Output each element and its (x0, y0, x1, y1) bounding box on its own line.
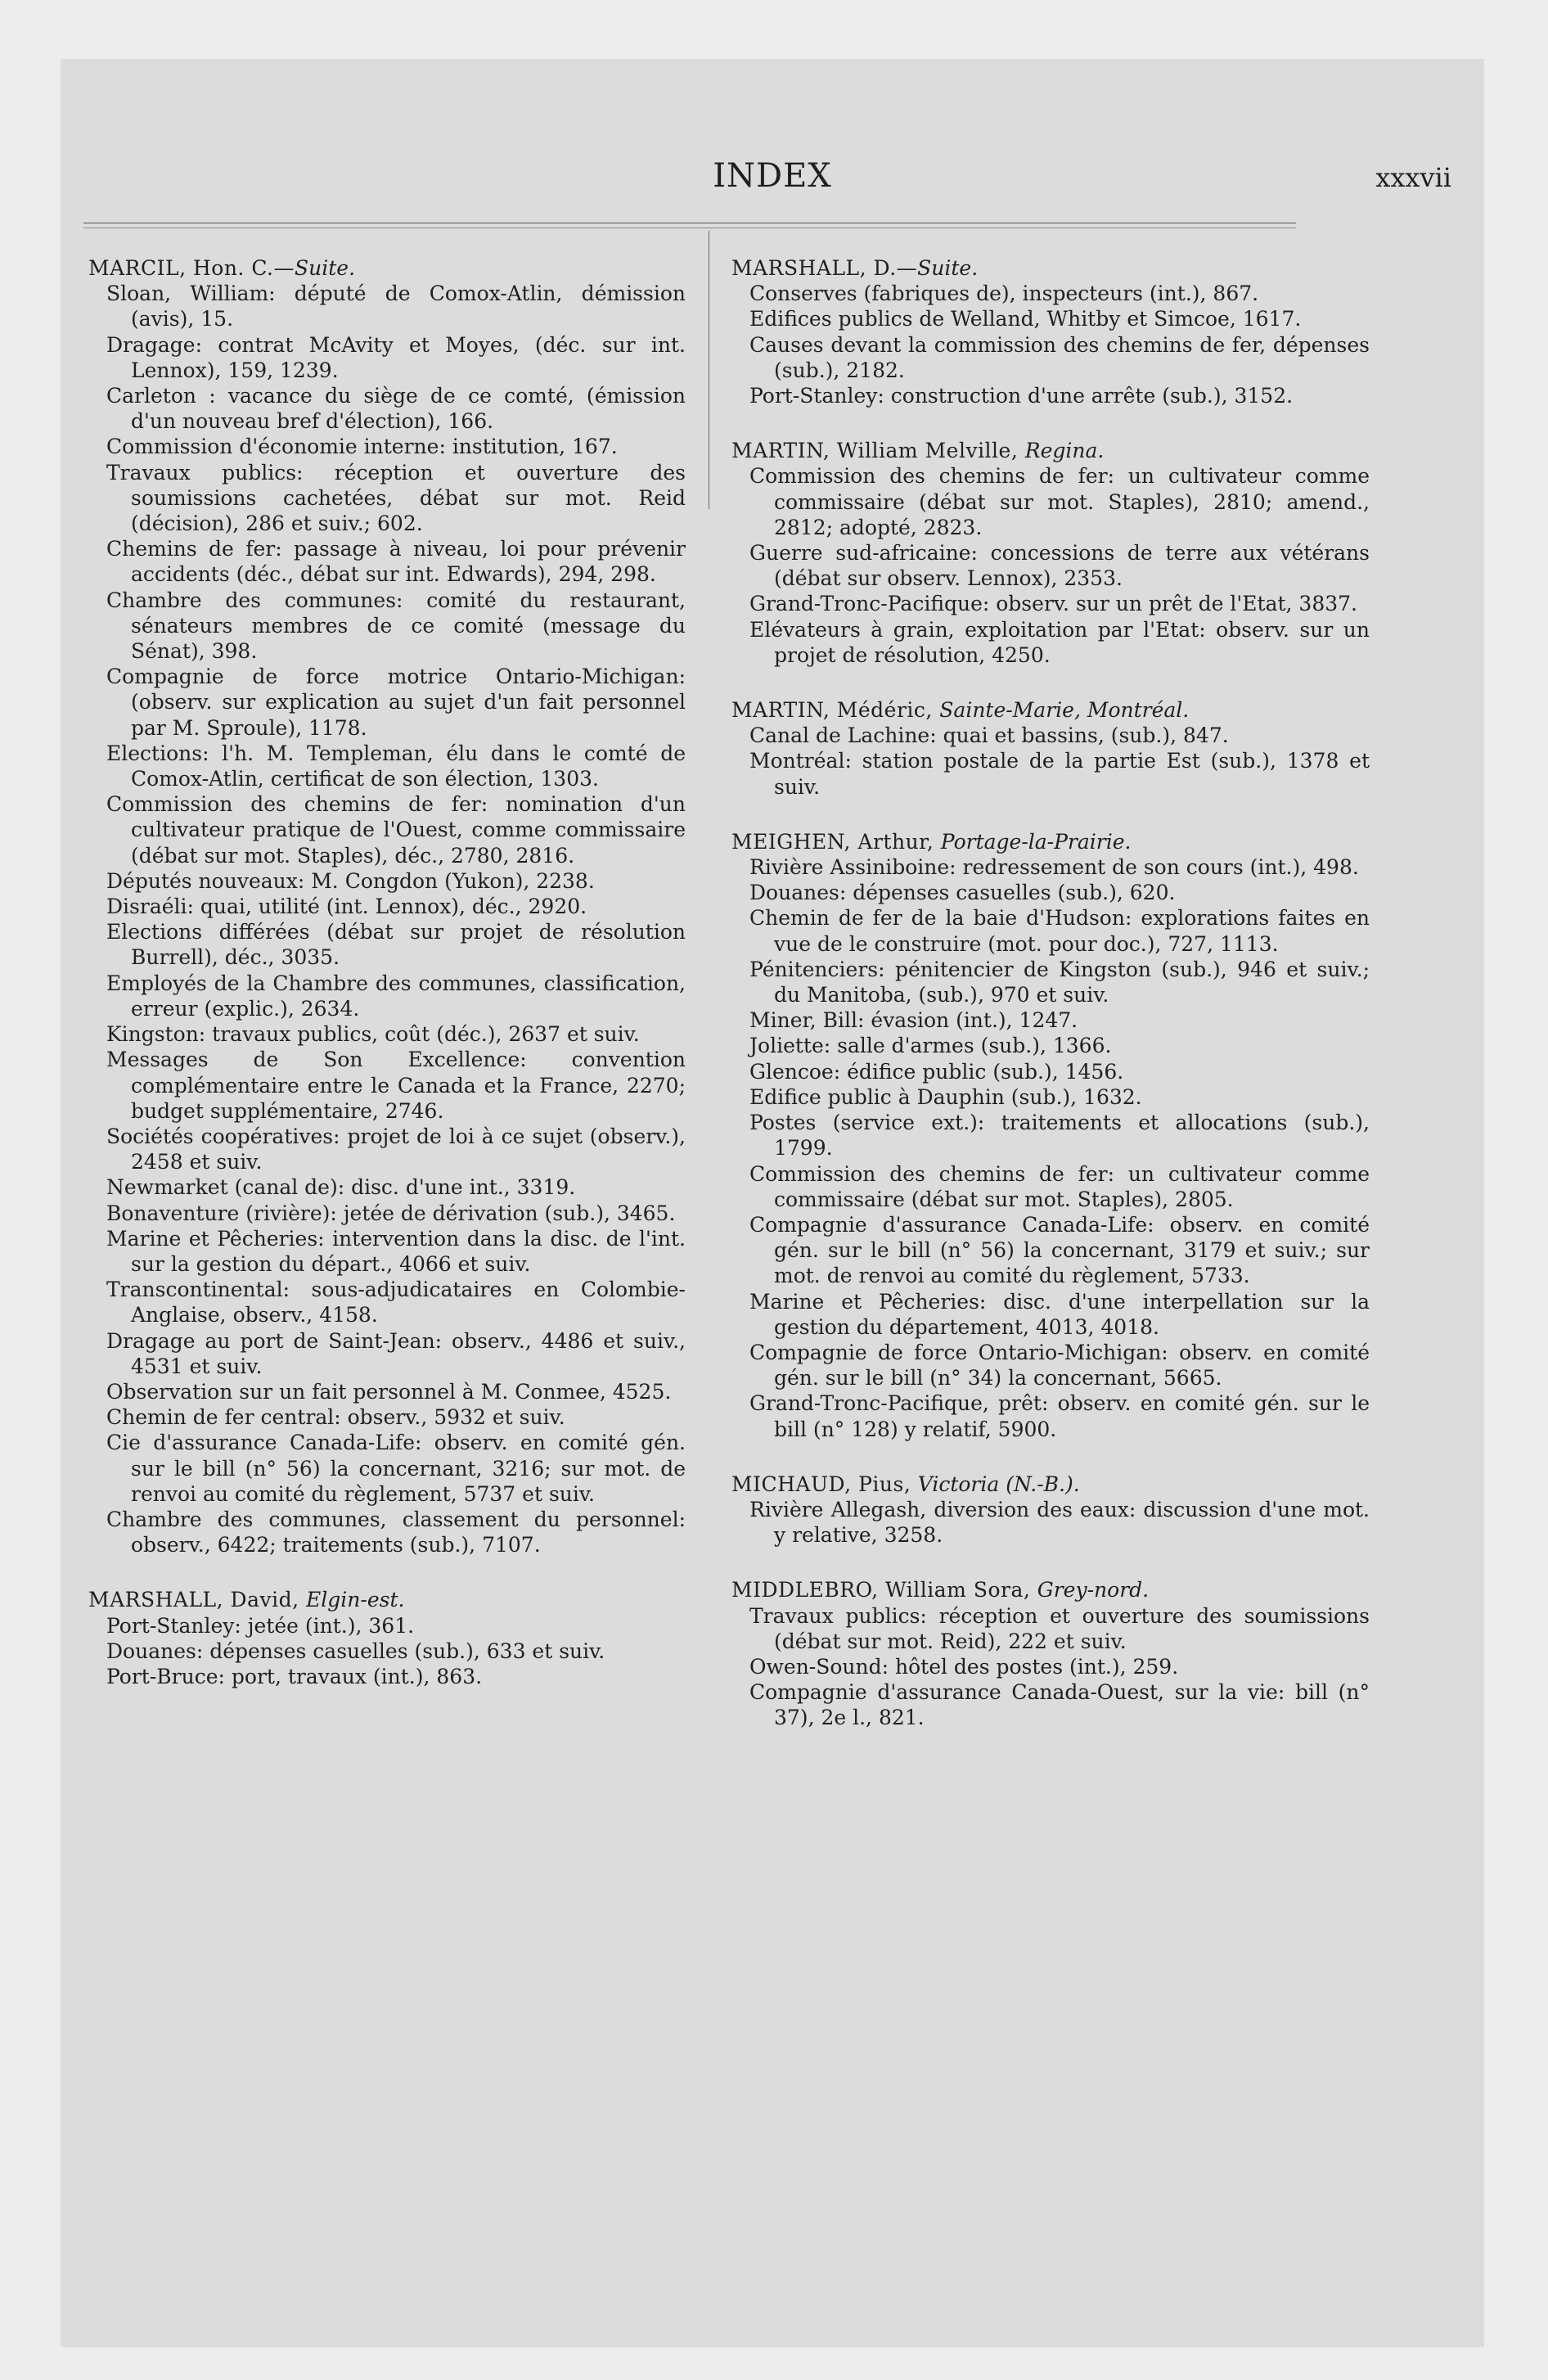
index-entry: Douanes: dépenses casuelles (sub.), 620. (749, 881, 1176, 905)
index-heading (731, 697, 1370, 723)
index-entry: Edifice public à Dauphin (sub.), 1632. (749, 1084, 1142, 1109)
index-entry: Chemin de fer de la baie d'Hudson: explorations faites en vue de le construire (mot. pour doc.), 727, 1113. (749, 906, 1370, 956)
heading-place: Sainte-Marie, Montréal. (939, 698, 1190, 723)
heading-name: MARSHALL, D.— (731, 256, 918, 280)
index-entry: Elections différées (débat sur projet de résolution Burrell), déc., 3035. (106, 920, 686, 970)
index-entry: Bonaventure (rivière): jetée de dérivation (sub.), 3465. (106, 1201, 676, 1225)
index-entry: Compagnie d'assurance Canada-Ouest, sur la vie: bill (n° 37), 2e l., 821. (749, 1680, 1370, 1730)
index-entry: Compagnie de force motrice Ontario-Michigan: (observ. sur explication au sujet d'un fait personnel par M. Sproule), 1178. (106, 665, 686, 740)
heading-place: Regina. (1024, 439, 1105, 463)
index-entry: Postes (service ext.): traitements et allocations (sub.), 1799. (749, 1111, 1370, 1161)
index-entry: Commission des chemins de fer: un cultivateur comme commissaire (débat sur mot. Staples), 2805. (749, 1161, 1370, 1211)
heading-name: MARCIL, Hon. C.— (88, 256, 295, 280)
index-block (731, 1577, 1370, 1730)
index-heading (731, 438, 1370, 463)
index-entry: Marine et Pêcheries: intervention dans la disc. de l'int. sur la gestion du départ., 4066 et suiv. (106, 1226, 686, 1276)
index-block (731, 1472, 1370, 1548)
index-entry: Causes devant la commission des chemins de fer, dépenses (sub.), 2182. (749, 332, 1370, 382)
index-entry: Observation sur un fait personnel à M. Conmee, 4525. (106, 1379, 672, 1404)
index-entry: Commission des chemins de fer: un cultivateur comme commissaire (débat sur mot. Staples), 2810; amend., 2812; adopté, 2823. (749, 464, 1370, 539)
index-entry: Edifices publics de Welland, Whitby et Simcoe, 1617. (749, 307, 1302, 331)
index-heading (731, 255, 1370, 281)
index-block (88, 255, 686, 1557)
index-entry: Messages de Son Excellence: convention complémentaire entre le Canada et la France, 2270; budget supplémentaire, 2746. (106, 1048, 686, 1123)
index-entry: Canal de Lachine: quai et bassins, (sub.), 847. (749, 723, 1229, 748)
index-entry: Newmarket (canal de): disc. d'une int., 3319. (106, 1175, 576, 1200)
heading-place: Portage-la-Prairie. (940, 829, 1132, 854)
index-entry: Chemins de fer: passage à niveau, loi pour prévenir accidents (déc., débat sur int. Edwards), 294, 298. (106, 537, 686, 587)
index-entry: Port-Stanley: construction d'une arrête (sub.), 3152. (749, 384, 1294, 408)
page-title: INDEX (713, 157, 832, 195)
index-entry: Miner, Bill: évasion (int.), 1247. (749, 1008, 1078, 1033)
index-entry: Travaux publics: réception et ouverture des soumissions (débat sur mot. Reid), 222 et suiv. (749, 1603, 1370, 1653)
heading-place: Grey-nord. (1037, 1578, 1150, 1602)
left-column (88, 255, 686, 1719)
index-entry: Port-Bruce: port, travaux (int.), 863. (106, 1664, 483, 1688)
page-sheet (61, 59, 1484, 2347)
index-entry: Owen-Sound: hôtel des postes (int.), 259. (749, 1654, 1179, 1679)
index-entry: Compagnie de force Ontario-Michigan: observ. en comité gén. sur le bill (n° 34) la concernant, 5665. (749, 1340, 1370, 1391)
index-entry: Elévateurs à grain, exploitation par l'Etat: observ. sur un projet de résolution, 4250. (749, 617, 1370, 667)
index-entry: Députés nouveaux: M. Congdon (Yukon), 2238. (106, 868, 595, 893)
index-block (88, 1587, 686, 1689)
index-entry: Chambre des communes: comité du restaurant, sénateurs membres de ce comité (message du Sénat), 398. (106, 588, 686, 664)
index-entry: Pénitenciers: pénitencier de Kingston (sub.), 946 et suiv.; du Manitoba, (sub.), 970 et suiv. (749, 957, 1370, 1007)
right-column (731, 255, 1370, 1760)
index-entry: Employés de la Chambre des communes, classification, erreur (explic.), 2634. (106, 971, 686, 1021)
index-entry: Rivière Allegash, diversion des eaux: discussion d'une mot. y relative, 3258. (749, 1497, 1370, 1548)
heading-place: Suite. (295, 256, 356, 280)
index-block (731, 255, 1370, 408)
index-entry: Carleton : vacance du siège de ce comté, (émission d'un nouveau bref d'élection), 166. (106, 384, 686, 434)
page-number: xxxvii (1375, 162, 1451, 193)
index-block (731, 829, 1370, 1442)
heading-name: MICHAUD, Pius, (731, 1472, 918, 1496)
index-entry: Marine et Pêcheries: disc. d'une interpellation sur la gestion du département, 4013, 4018. (749, 1289, 1370, 1339)
heading-name: MARTIN, William Melville, (731, 439, 1025, 463)
heading-place: Victoria (N.-B.). (917, 1472, 1080, 1496)
index-entry: Elections: l'h. M. Templeman, élu dans le comté de Comox-Atlin, certificat de son élection, 1303. (106, 741, 686, 791)
page-header (61, 157, 1484, 206)
index-entry: Grand-Tronc-Pacifique, prêt: observ. en comité gén. sur le bill (n° 128) y relatif, 5900. (749, 1391, 1370, 1441)
index-entry: Compagnie d'assurance Canada-Life: observ. en comité gén. sur le bill (n° 56) la concernant, 3179 et suiv.; sur mot. de renvoi au comité du règlement, 5733. (749, 1212, 1370, 1288)
heading-name: MARTIN, Médéric, (731, 698, 940, 723)
index-entry: Kingston: travaux publics, coût (déc.), 2637 et suiv. (106, 1022, 640, 1047)
index-entry: Commission des chemins de fer: nomination d'un cultivateur pratique de l'Ouest, comme commissaire (débat sur mot. Staples), déc., 2780, 2816. (106, 792, 686, 868)
index-entry: Dragage au port de Saint-Jean: observ., 4486 et suiv., 4531 et suiv. (106, 1328, 686, 1378)
index-entry: Cie d'assurance Canada-Life: observ. en comité gén. sur le bill (n° 56) la concernant, 3216; sur mot. de renvoi au comité du règlement, 5737 et suiv. (106, 1431, 686, 1506)
heading-name: MARSHALL, David, (88, 1588, 307, 1612)
index-heading (731, 1577, 1370, 1602)
index-entry: Commission d'économie interne: institution, 167. (106, 435, 618, 459)
index-entry: Douanes: dépenses casuelles (sub.), 633 et suiv. (106, 1639, 605, 1663)
index-entry: Glencoe: édifice public (sub.), 1456. (749, 1059, 1124, 1084)
index-heading (731, 1472, 1370, 1497)
index-entry: Sloan, William: député de Comox-Atlin, démission (avis), 15. (106, 282, 686, 331)
index-entry: Montréal: station postale de la partie Est (sub.), 1378 et suiv. (749, 749, 1370, 799)
index-entry: Transcontinental: sous-adjudicataires en Colombie-Anglaise, observ., 4158. (106, 1278, 686, 1327)
index-heading (88, 1587, 686, 1612)
heading-name: MEIGHEN, Arthur, (731, 829, 941, 854)
heading-name: MIDDLEBRO, William Sora, (731, 1578, 1037, 1602)
index-heading (88, 255, 686, 281)
index-entry: Disraéli: quai, utilité (int. Lennox), déc., 2920. (106, 895, 587, 919)
heading-place: Suite. (917, 256, 979, 280)
index-entry: Conserves (fabriques de), inspecteurs (int.), 867. (749, 282, 1259, 306)
index-heading (731, 829, 1370, 854)
index-entry: Joliette: salle d'armes (sub.), 1366. (749, 1034, 1112, 1058)
index-entry: Sociétés coopératives: projet de loi à ce sujet (observ.), 2458 et suiv. (106, 1124, 686, 1174)
heading-place: Elgin-est. (306, 1588, 405, 1612)
index-entry: Rivière Assiniboine: redressement de son cours (int.), 498. (749, 855, 1359, 880)
index-entry: Grand-Tronc-Pacifique: observ. sur un prêt de l'Etat, 3837. (749, 592, 1357, 616)
index-entry: Guerre sud-africaine: concessions de terre aux vétérans (débat sur observ. Lennox), 2353. (749, 541, 1370, 591)
index-block (731, 697, 1370, 800)
index-entry: Chemin de fer central: observ., 5932 et suiv. (106, 1405, 565, 1430)
index-entry: Dragage: contrat McAvity et Moyes, (déc. sur int. Lennox), 159, 1239. (106, 332, 686, 382)
index-entry: Chambre des communes, classement du personnel: observ., 6422; traitements (sub.), 7107. (106, 1507, 686, 1557)
index-entry: Port-Stanley: jetée (int.), 361. (106, 1613, 415, 1638)
index-block (731, 438, 1370, 668)
index-entry: Travaux publics: réception et ouverture des soumissions cachetées, débat sur mot. Reid (décision), 286 et suiv.; 602. (106, 460, 686, 536)
